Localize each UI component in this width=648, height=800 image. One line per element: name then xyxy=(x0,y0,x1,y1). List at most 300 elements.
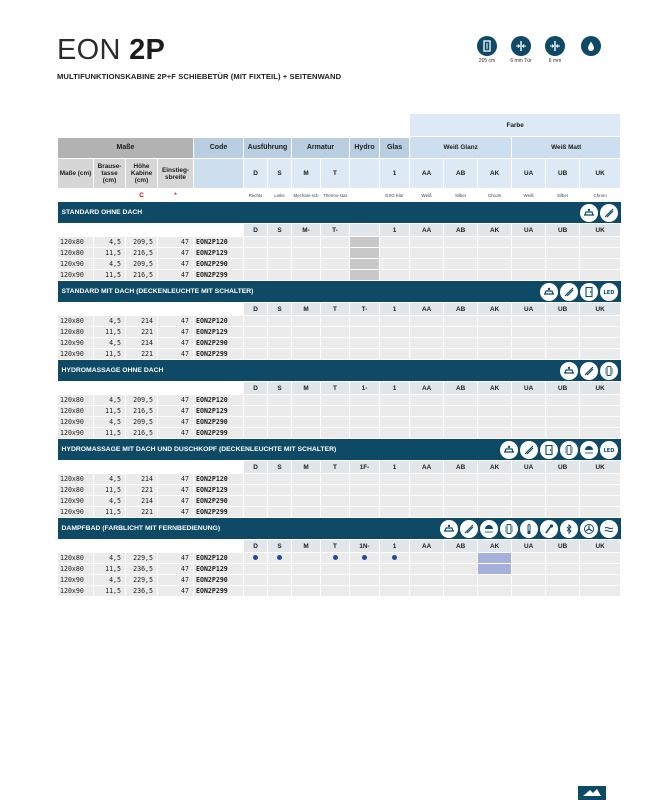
section-header xyxy=(58,281,621,303)
option-cell xyxy=(444,564,478,575)
glass-clean-icon xyxy=(600,204,618,222)
dimension-cell: 47 xyxy=(158,485,194,496)
dimension-cell: 47 xyxy=(158,406,194,417)
dimension-cell: 11,5 xyxy=(94,428,126,439)
code-uk: UK xyxy=(580,159,621,189)
code-cell: M xyxy=(292,382,321,395)
option-cell xyxy=(292,417,321,428)
section-title: HYDROMASSAGE MIT DACH UND DUSCHKOPF (DECKENLEUCHTE MIT SCHALTER) xyxy=(61,446,337,453)
spec-water xyxy=(577,36,605,58)
dimension-cell: 120x80 xyxy=(58,327,94,338)
option-cell xyxy=(410,428,444,439)
code-cell: UK xyxy=(580,224,621,237)
code-cell: T- xyxy=(321,224,350,237)
code-cell: AK xyxy=(478,224,512,237)
option-cell xyxy=(410,237,444,248)
option-cell xyxy=(410,507,444,518)
option-cell xyxy=(444,237,478,248)
availability-dot xyxy=(362,555,367,560)
dimension-cell: 120x80 xyxy=(58,564,94,575)
option-cell xyxy=(380,248,410,259)
option-cell xyxy=(268,428,292,439)
code-cell: UB xyxy=(546,224,580,237)
code-cell: 1- xyxy=(350,382,380,395)
dimension-cell: 120x90 xyxy=(58,338,94,349)
table-row xyxy=(58,553,621,564)
ausfuehrung-header: Ausführung xyxy=(244,137,292,158)
hoehe-mark: C xyxy=(126,189,158,202)
shower-tray-icon xyxy=(580,204,598,222)
option-cell xyxy=(546,507,580,518)
option-cell xyxy=(546,428,580,439)
spec-caption: 6 mm xyxy=(548,58,562,64)
option-cell xyxy=(410,349,444,360)
section-title: HYDROMASSAGE OHNE DACH xyxy=(61,367,164,374)
svg-text:LED: LED xyxy=(603,290,615,296)
fan-icon xyxy=(580,520,598,538)
code-cell: M xyxy=(292,540,321,553)
option-cell xyxy=(444,496,478,507)
dimension-cell: 4,5 xyxy=(94,259,126,270)
code-ub: UB xyxy=(546,159,580,189)
option-cell xyxy=(268,349,292,360)
glass-clean-icon xyxy=(460,520,478,538)
dimension-cell: 4,5 xyxy=(94,237,126,248)
option-cell xyxy=(546,349,580,360)
code-cell: D xyxy=(244,540,268,553)
option-cell xyxy=(350,349,380,360)
code-cell: UB xyxy=(546,540,580,553)
table-row xyxy=(58,270,621,281)
dimension-cell: 47 xyxy=(158,316,194,327)
code-cell: UK xyxy=(580,461,621,474)
option-cell xyxy=(478,349,512,360)
option-cell xyxy=(380,417,410,428)
option-cell xyxy=(268,395,292,406)
code-cell: 1 xyxy=(380,461,410,474)
door-icon xyxy=(540,441,558,459)
option-cell xyxy=(410,575,444,586)
option-cell xyxy=(512,349,546,360)
availability-dot xyxy=(277,555,282,560)
option-cell xyxy=(321,316,350,327)
code-cell: 1 xyxy=(380,224,410,237)
option-cell xyxy=(292,496,321,507)
option-cell xyxy=(580,237,621,248)
option-cell xyxy=(478,485,512,496)
option-cell xyxy=(321,237,350,248)
option-cell xyxy=(410,553,444,564)
option-cell xyxy=(380,428,410,439)
code-cell: AA xyxy=(410,540,444,553)
hydro-header: Hydro xyxy=(350,137,380,158)
code-cell: T xyxy=(321,382,350,395)
option-cell xyxy=(292,575,321,586)
option-cell xyxy=(478,496,512,507)
code-cell: AA xyxy=(410,461,444,474)
dimension-cell: 214 xyxy=(126,338,158,349)
dimension-cell: 47 xyxy=(158,507,194,518)
farbe-header: Farbe xyxy=(410,114,620,137)
option-cell xyxy=(512,553,546,564)
dimension-cell: 236,5 xyxy=(126,586,158,597)
option-cell xyxy=(410,338,444,349)
code-row xyxy=(58,224,621,237)
option-cell xyxy=(244,316,268,327)
option-cell xyxy=(292,485,321,496)
dimension-cell: 11,5 xyxy=(94,485,126,496)
dimension-cell: 120x90 xyxy=(58,259,94,270)
option-cell xyxy=(444,485,478,496)
door-icon xyxy=(580,283,598,301)
code-cell: UA xyxy=(512,224,546,237)
option-cell xyxy=(350,270,380,281)
table-row xyxy=(58,349,621,360)
option-cell xyxy=(410,395,444,406)
option-cell xyxy=(292,327,321,338)
option-cell xyxy=(244,485,268,496)
option-cell xyxy=(580,485,621,496)
option-cell xyxy=(380,270,410,281)
dimension-cell: 216,5 xyxy=(126,248,158,259)
code-row xyxy=(58,461,621,474)
option-cell xyxy=(546,338,580,349)
code-cell: S xyxy=(268,382,292,395)
code-cell: T- xyxy=(350,303,380,316)
massage-jets-icon xyxy=(500,520,518,538)
option-cell xyxy=(580,406,621,417)
spec-height xyxy=(473,36,501,64)
option-cell xyxy=(268,338,292,349)
shower-head-icon xyxy=(480,520,498,538)
sub-chrom: Chrom xyxy=(478,189,512,202)
handshower-icon xyxy=(540,520,558,538)
code-cell: UA xyxy=(512,461,546,474)
brand-logo xyxy=(578,786,606,800)
option-cell xyxy=(478,507,512,518)
option-cell xyxy=(268,270,292,281)
option-cell xyxy=(380,395,410,406)
product-code: EON2P129 xyxy=(194,485,244,496)
option-cell xyxy=(321,474,350,485)
product-code: EON2P129 xyxy=(194,406,244,417)
title-light: EON xyxy=(57,34,121,66)
option-cell xyxy=(512,270,546,281)
option-cell xyxy=(580,586,621,597)
sub-weiss: Weiß xyxy=(512,189,546,202)
code-cell: AK xyxy=(478,382,512,395)
option-cell xyxy=(546,395,580,406)
option-cell xyxy=(512,259,546,270)
svg-text:LED: LED xyxy=(603,448,615,454)
option-cell xyxy=(444,553,478,564)
code-cell: AB xyxy=(444,303,478,316)
option-cell xyxy=(444,327,478,338)
option-cell xyxy=(546,474,580,485)
option-cell xyxy=(244,575,268,586)
table-row xyxy=(58,338,621,349)
availability-dot xyxy=(333,555,338,560)
bluetooth-icon xyxy=(560,520,578,538)
option-cell xyxy=(478,417,512,428)
dimension-cell: 120x80 xyxy=(58,237,94,248)
sub-weiss: Weiß xyxy=(410,189,444,202)
product-code: EON2P290 xyxy=(194,575,244,586)
option-cell xyxy=(444,270,478,281)
option-cell xyxy=(321,406,350,417)
code-cell: UK xyxy=(580,540,621,553)
feature-icons xyxy=(440,520,618,538)
product-code: EON2P299 xyxy=(194,349,244,360)
option-cell xyxy=(444,575,478,586)
option-cell xyxy=(444,586,478,597)
glass-clean-icon xyxy=(520,441,538,459)
option-cell xyxy=(321,507,350,518)
product-code: EON2P120 xyxy=(194,474,244,485)
option-cell xyxy=(268,586,292,597)
dimension-cell: 209,5 xyxy=(126,259,158,270)
spec-caption: 6 mm Tür xyxy=(510,58,532,64)
dimension-cell: 47 xyxy=(158,270,194,281)
option-cell xyxy=(444,428,478,439)
option-cell xyxy=(546,248,580,259)
dimension-cell: 209,5 xyxy=(126,395,158,406)
code-cell: UK xyxy=(580,382,621,395)
code-cell: UA xyxy=(512,382,546,395)
option-cell xyxy=(546,496,580,507)
option-cell xyxy=(410,316,444,327)
option-cell xyxy=(244,586,268,597)
option-cell xyxy=(512,248,546,259)
option-cell xyxy=(410,327,444,338)
option-cell xyxy=(321,259,350,270)
table-row xyxy=(58,575,621,586)
option-cell xyxy=(268,575,292,586)
page-title xyxy=(57,36,165,65)
dimension-cell: 216,5 xyxy=(126,406,158,417)
dimension-cell: 47 xyxy=(158,474,194,485)
option-cell xyxy=(244,474,268,485)
table-row xyxy=(58,248,621,259)
code-header: Code xyxy=(194,137,244,158)
option-cell xyxy=(580,428,621,439)
code-cell: AB xyxy=(444,540,478,553)
option-cell xyxy=(512,417,546,428)
dimension-cell: 221 xyxy=(126,349,158,360)
option-cell xyxy=(321,417,350,428)
code-m: M xyxy=(292,159,321,189)
option-cell xyxy=(546,270,580,281)
code-cell: D xyxy=(244,303,268,316)
option-cell xyxy=(410,417,444,428)
option-cell xyxy=(512,237,546,248)
code-cell: M- xyxy=(292,224,321,237)
option-cell xyxy=(546,417,580,428)
table-row xyxy=(58,485,621,496)
option-cell xyxy=(350,575,380,586)
product-code: EON2P120 xyxy=(194,316,244,327)
code-cell: AA xyxy=(410,224,444,237)
option-cell xyxy=(268,259,292,270)
code-cell: AA xyxy=(410,303,444,316)
option-cell xyxy=(268,237,292,248)
option-cell xyxy=(244,237,268,248)
section-header xyxy=(58,518,621,540)
option-cell xyxy=(244,349,268,360)
option-cell xyxy=(321,428,350,439)
shower-tray-icon xyxy=(440,520,458,538)
feature-icons xyxy=(580,204,618,222)
option-cell xyxy=(350,406,380,417)
option-cell xyxy=(244,395,268,406)
option-cell xyxy=(244,406,268,417)
option-cell xyxy=(546,553,580,564)
steam-icon xyxy=(600,520,618,538)
option-cell xyxy=(244,248,268,259)
product-code: EON2P290 xyxy=(194,496,244,507)
code-s: S xyxy=(268,159,292,189)
option-cell xyxy=(321,496,350,507)
option-cell xyxy=(478,259,512,270)
dimension-cell: 120x90 xyxy=(58,575,94,586)
code-cell: T xyxy=(321,461,350,474)
option-cell xyxy=(380,259,410,270)
code-cell: AB xyxy=(444,382,478,395)
code-cell: AB xyxy=(444,224,478,237)
option-cell xyxy=(292,349,321,360)
option-cell xyxy=(546,406,580,417)
section-title: STANDARD MIT DACH (DECKENLEUCHTE MIT SCHALTER) xyxy=(61,288,254,295)
code-cell: 1 xyxy=(380,540,410,553)
product-code: EON2P290 xyxy=(194,338,244,349)
product-code: EON2P290 xyxy=(194,259,244,270)
product-code: EON2P299 xyxy=(194,507,244,518)
option-cell xyxy=(292,316,321,327)
option-cell xyxy=(268,248,292,259)
dimension-cell: 120x80 xyxy=(58,485,94,496)
option-cell xyxy=(580,496,621,507)
option-cell xyxy=(410,248,444,259)
dimension-cell: 47 xyxy=(158,237,194,248)
option-cell xyxy=(292,553,321,564)
option-cell xyxy=(580,327,621,338)
option-cell xyxy=(580,507,621,518)
option-cell xyxy=(350,338,380,349)
dimension-cell: 11,5 xyxy=(94,248,126,259)
option-cell xyxy=(292,270,321,281)
dimension-cell: 216,5 xyxy=(126,428,158,439)
table-row xyxy=(58,417,621,428)
option-cell xyxy=(512,406,546,417)
dimension-cell: 221 xyxy=(126,507,158,518)
option-cell xyxy=(580,395,621,406)
option-cell xyxy=(410,270,444,281)
option-cell xyxy=(268,496,292,507)
code-ak: AK xyxy=(478,159,512,189)
sub-esg: ESG Klar xyxy=(380,189,410,202)
dimension-cell: 4,5 xyxy=(94,575,126,586)
dimension-cell: 214 xyxy=(126,474,158,485)
option-cell xyxy=(478,553,512,564)
dimension-cell: 47 xyxy=(158,496,194,507)
table-row xyxy=(58,428,621,439)
option-cell xyxy=(410,496,444,507)
option-cell xyxy=(580,259,621,270)
option-cell xyxy=(380,496,410,507)
option-cell xyxy=(350,428,380,439)
option-cell xyxy=(268,485,292,496)
code-cell: S xyxy=(268,461,292,474)
dimension-cell: 11,5 xyxy=(94,406,126,417)
glass-thickness-icon xyxy=(549,40,561,52)
dimension-cell: 214 xyxy=(126,316,158,327)
option-cell xyxy=(292,474,321,485)
option-cell xyxy=(321,395,350,406)
option-cell xyxy=(444,248,478,259)
option-cell xyxy=(512,507,546,518)
table-row xyxy=(58,395,621,406)
height-icon xyxy=(481,40,493,52)
option-cell xyxy=(268,564,292,575)
table-row xyxy=(58,237,621,248)
page-subtitle: MULTIFUNKTIONSKABINE 2P+F SCHIEBETÜR (MIT FIXTEIL) + SEITENWAND xyxy=(57,72,342,81)
option-cell xyxy=(444,395,478,406)
code-row xyxy=(58,382,621,395)
option-cell xyxy=(350,395,380,406)
option-cell xyxy=(512,575,546,586)
option-cell xyxy=(410,485,444,496)
option-cell xyxy=(512,485,546,496)
weiss-matt-header: Weiß Matt xyxy=(512,137,620,158)
code-ua: UA xyxy=(512,159,546,189)
code-cell: UB xyxy=(546,382,580,395)
option-cell xyxy=(512,474,546,485)
option-cell xyxy=(580,553,621,564)
option-cell xyxy=(321,575,350,586)
spec-caption: 205 cm xyxy=(478,58,496,64)
col-hoehe: Höhe Kabine (cm) xyxy=(126,159,158,189)
product-code: EON2P120 xyxy=(194,237,244,248)
code-cell xyxy=(350,224,380,237)
water-drop-icon xyxy=(585,40,597,52)
option-cell xyxy=(478,586,512,597)
option-cell xyxy=(546,237,580,248)
option-cell xyxy=(350,259,380,270)
dimension-cell: 120x90 xyxy=(58,586,94,597)
table-row xyxy=(58,586,621,597)
dimension-cell: 209,5 xyxy=(126,237,158,248)
option-cell xyxy=(268,327,292,338)
feature-icons xyxy=(500,441,618,459)
option-cell xyxy=(292,338,321,349)
option-cell xyxy=(380,349,410,360)
title-bold: 2P xyxy=(129,34,166,66)
option-cell xyxy=(512,327,546,338)
code-cell: AA xyxy=(410,382,444,395)
option-cell xyxy=(350,586,380,597)
table-row xyxy=(58,564,621,575)
option-cell xyxy=(380,485,410,496)
option-cell xyxy=(512,586,546,597)
option-cell xyxy=(321,553,350,564)
product-code: EON2P290 xyxy=(194,417,244,428)
option-cell xyxy=(380,575,410,586)
spec-door-glass xyxy=(507,36,535,64)
option-cell xyxy=(380,553,410,564)
option-cell xyxy=(380,338,410,349)
product-code: EON2P299 xyxy=(194,586,244,597)
option-cell xyxy=(321,485,350,496)
